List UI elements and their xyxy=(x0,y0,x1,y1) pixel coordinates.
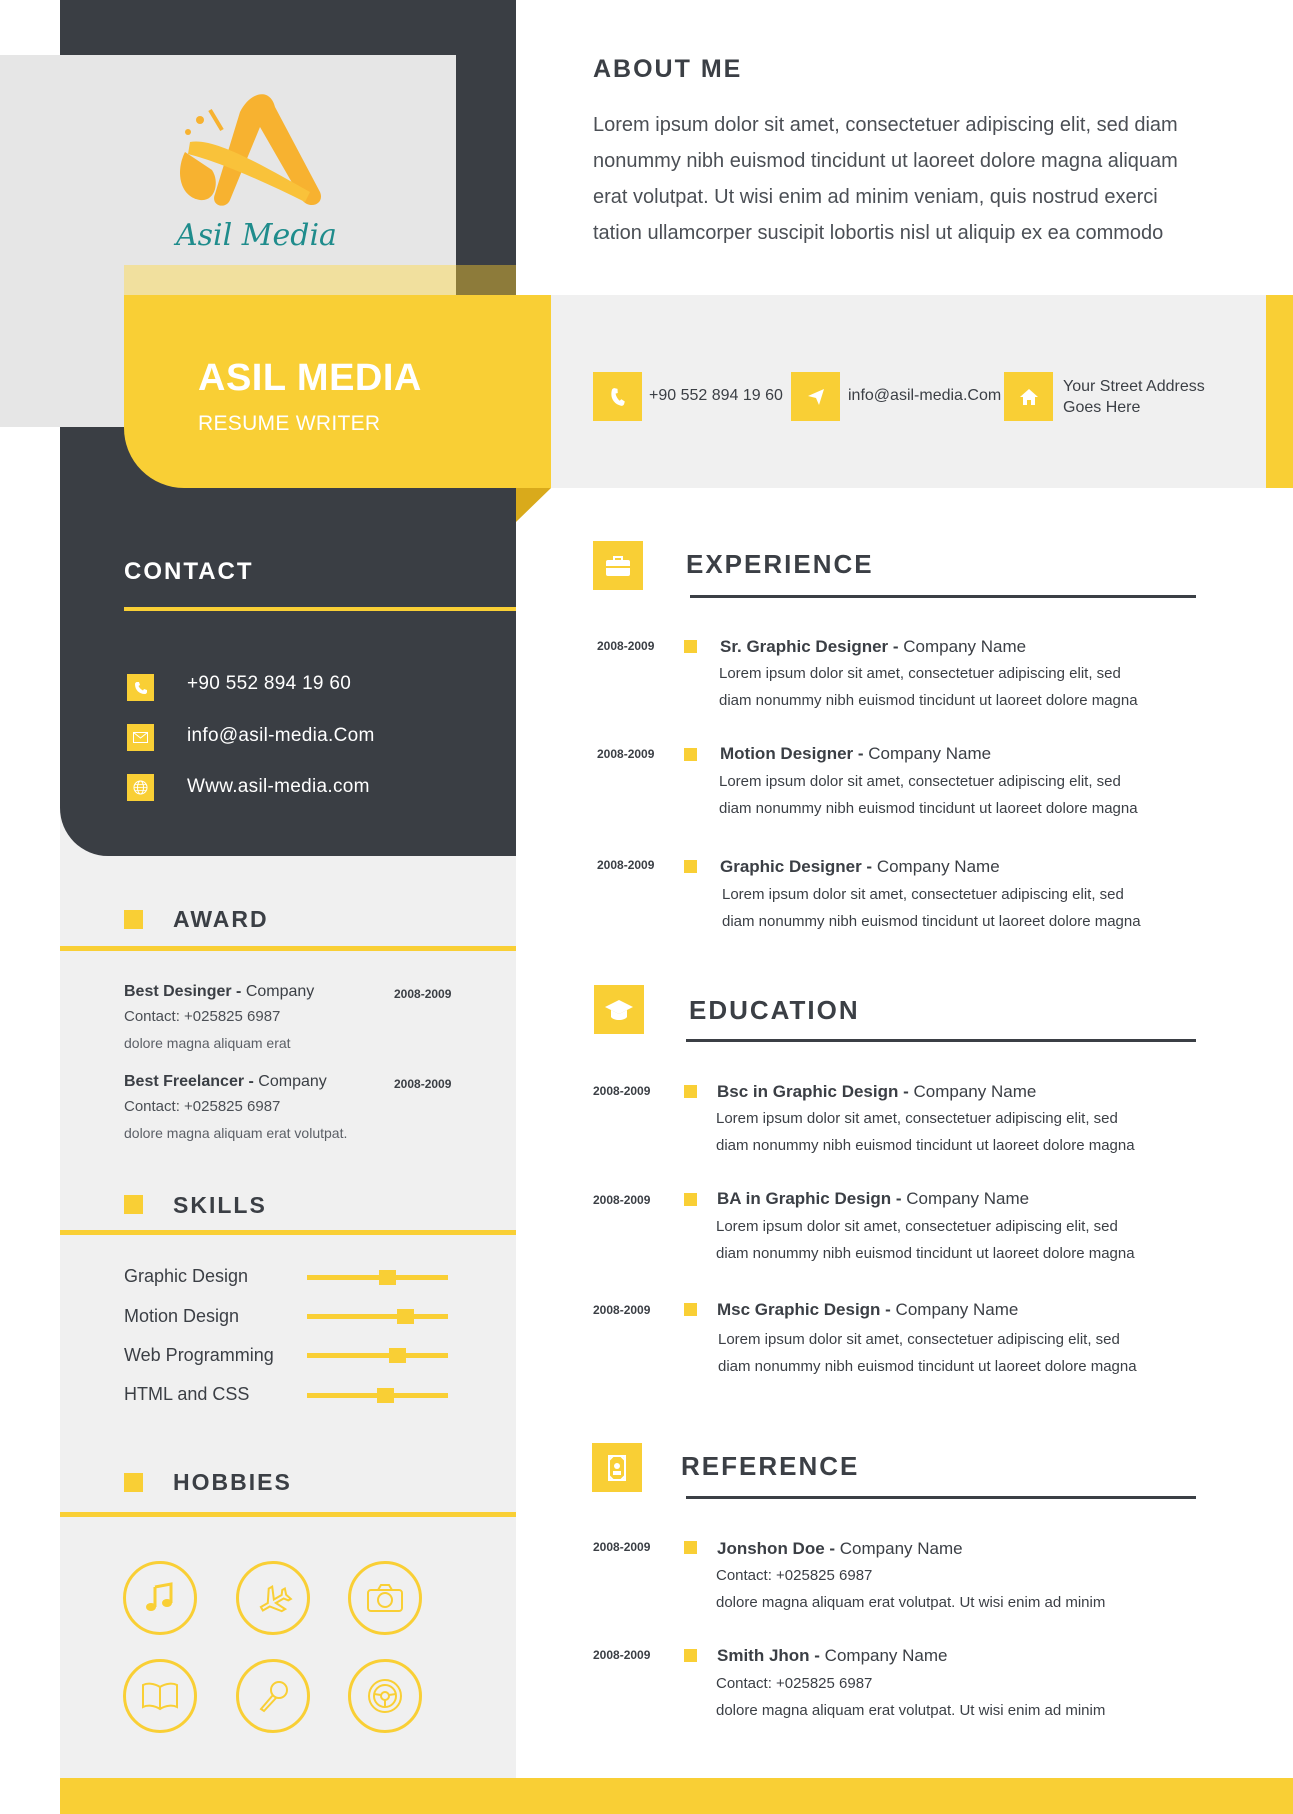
reference-divider xyxy=(686,1496,1196,1499)
education-title: EDUCATION xyxy=(689,995,860,1025)
entry-title: Graphic Designer - Company Name xyxy=(720,857,1000,876)
phone-icon xyxy=(593,372,642,421)
entry-bullet xyxy=(684,860,697,873)
info-bar-edge xyxy=(1266,295,1293,488)
skill-label: Motion Design xyxy=(124,1306,240,1326)
award-square-icon xyxy=(124,910,143,929)
logo-strip-shadow xyxy=(456,265,516,295)
hobbies-title: HOBBIES xyxy=(173,1469,292,1495)
award-item-contact: Contact: +025825 6987 xyxy=(124,1008,281,1025)
info-address xyxy=(1063,376,1205,418)
skill-label: Graphic Design xyxy=(124,1266,249,1286)
person-name: ASIL MEDIA xyxy=(198,357,422,399)
info-email[interactable]: info@asil-media.Com xyxy=(848,387,1002,404)
entry-desc: Lorem ipsum dolor sit amet, consectetuer adipiscing elit, sed diam nonummy nibh euismod tincidunt ut laoreet dolore magna xyxy=(722,886,1141,930)
award-title: AWARD xyxy=(173,906,269,932)
skill-bar xyxy=(307,1353,448,1358)
award-divider xyxy=(60,946,516,951)
skill-level-knob xyxy=(389,1348,406,1363)
contact-title: CONTACT xyxy=(124,558,254,585)
skill-label: HTML and CSS xyxy=(124,1384,250,1404)
skill-level-knob xyxy=(379,1270,396,1285)
entry-bullet xyxy=(684,640,697,653)
steering-wheel-icon xyxy=(348,1659,422,1733)
skills-divider xyxy=(60,1230,516,1235)
experience-title: EXPERIENCE xyxy=(686,549,874,579)
award-item-note: dolore magna aliquam erat volutpat. xyxy=(124,1125,348,1141)
contact-phone[interactable]: +90 552 894 19 60 xyxy=(187,673,352,694)
reference-badge-icon xyxy=(592,1443,642,1492)
reference-title: REFERENCE xyxy=(681,1451,860,1481)
about-text xyxy=(593,107,1213,251)
about-title: ABOUT ME xyxy=(593,55,743,83)
award-item-name: Best Desinger - Company xyxy=(124,983,315,1000)
entry-date: 2008-2009 xyxy=(597,747,655,761)
award-item-note: dolore magna aliquam erat xyxy=(124,1035,291,1051)
award-item-name: Best Freelancer - Company xyxy=(124,1073,327,1090)
contact-website[interactable]: Www.asil-media.com xyxy=(187,776,370,797)
entry-bullet xyxy=(684,1085,697,1098)
address-line: Goes Here xyxy=(1063,399,1141,416)
entry-date: 2008-2009 xyxy=(593,1540,651,1554)
entry-date: 2008-2009 xyxy=(593,1303,651,1317)
skill-bar xyxy=(307,1314,448,1319)
entry-date: 2008-2009 xyxy=(593,1193,651,1207)
entry-bullet xyxy=(684,1193,697,1206)
microphone-icon xyxy=(236,1659,310,1733)
entry-date: 2008-2009 xyxy=(593,1084,651,1098)
entry-title: Msc Graphic Design - Company Name xyxy=(717,1300,1019,1319)
about-line: Lorem ipsum dolor sit amet, consectetuer adipiscing elit, sed diam xyxy=(593,114,1178,136)
send-icon xyxy=(791,372,840,421)
entry-title: Bsc in Graphic Design - Company Name xyxy=(717,1082,1037,1101)
skill-level-knob xyxy=(397,1309,414,1324)
music-icon xyxy=(123,1561,197,1635)
education-divider xyxy=(686,1039,1196,1042)
award-item-contact: Contact: +025825 6987 xyxy=(124,1098,281,1115)
skill-level-knob xyxy=(377,1388,394,1403)
entry-desc: Lorem ipsum dolor sit amet, consectetuer adipiscing elit, sed diam nonummy nibh euismod tincidunt ut laoreet dolore magna xyxy=(719,665,1138,709)
entry-title: BA in Graphic Design - Company Name xyxy=(717,1189,1030,1208)
about-line: erat volutpat. Ut wisi enim ad minim veniam, quis nostrud exerci xyxy=(593,186,1158,208)
entry-desc: Lorem ipsum dolor sit amet, consectetuer adipiscing elit, sed diam nonummy nibh euismod tincidunt ut laoreet dolore magna xyxy=(716,1110,1135,1154)
camera-icon xyxy=(348,1561,422,1635)
entry-date: 2008-2009 xyxy=(597,639,655,653)
address-line: Your Street Address xyxy=(1063,378,1205,395)
entry-desc: Lorem ipsum dolor sit amet, consectetuer adipiscing elit, sed diam nonummy nibh euismod tincidunt ut laoreet dolore magna xyxy=(718,1331,1137,1375)
skill-bar xyxy=(307,1275,448,1280)
skills-title: SKILLS xyxy=(173,1192,267,1218)
entry-bullet xyxy=(684,1541,697,1554)
about-line: tation ullamcorper suscipit lobortis nisl ut aliquip ex ea commodo xyxy=(593,222,1164,244)
home-icon xyxy=(1004,372,1053,421)
entry-desc: Lorem ipsum dolor sit amet, consectetuer adipiscing elit, sed diam nonummy nibh euismod tincidunt ut laoreet dolore magna xyxy=(716,1218,1135,1262)
name-box-fold xyxy=(516,488,551,522)
experience-divider xyxy=(690,595,1196,598)
contact-divider xyxy=(124,607,516,611)
brand-logo xyxy=(170,82,340,222)
person-role: RESUME WRITER xyxy=(198,412,381,435)
about-line: nonummy nibh euismod tincidunt ut laoreet dolore magna aliquam xyxy=(593,150,1178,172)
entry-bullet xyxy=(684,1303,697,1316)
entry-desc: Lorem ipsum dolor sit amet, consectetuer adipiscing elit, sed diam nonummy nibh euismod tincidunt ut laoreet dolore magna xyxy=(719,773,1138,817)
skills-square-icon xyxy=(124,1195,143,1214)
award-item-date: 2008-2009 xyxy=(394,1077,452,1091)
entry-date: 2008-2009 xyxy=(593,1648,651,1662)
entry-title: Smith Jhon - Company Name xyxy=(717,1646,948,1665)
entry-bullet xyxy=(684,1649,697,1662)
entry-desc: Contact: +025825 6987 dolore magna aliquam erat volutpat. Ut wisi enim ad minim xyxy=(716,1675,1106,1719)
hobbies-square-icon xyxy=(124,1473,143,1492)
entry-title: Sr. Graphic Designer - Company Name xyxy=(720,637,1027,656)
entry-date: 2008-2009 xyxy=(597,858,655,872)
logo-text: Asil Media xyxy=(176,218,337,253)
entry-title: Motion Designer - Company Name xyxy=(720,744,992,763)
book-icon xyxy=(123,1659,197,1733)
skill-label: Web Programming xyxy=(124,1345,274,1365)
airplane-icon xyxy=(236,1561,310,1635)
briefcase-icon xyxy=(593,541,643,590)
mail-icon xyxy=(127,724,154,751)
contact-email[interactable]: info@asil-media.Com xyxy=(187,725,375,746)
brand-logo-mark xyxy=(170,82,340,222)
graduation-cap-icon xyxy=(594,985,644,1034)
entry-desc: Contact: +025825 6987 dolore magna aliquam erat volutpat. Ut wisi enim ad minim xyxy=(716,1567,1106,1611)
entry-title: Jonshon Doe - Company Name xyxy=(717,1539,963,1558)
phone-icon xyxy=(127,674,154,701)
info-phone[interactable]: +90 552 894 19 60 xyxy=(649,387,783,404)
footer-bar xyxy=(60,1778,1293,1814)
hobbies-divider xyxy=(60,1512,516,1517)
entry-bullet xyxy=(684,748,697,761)
award-item-date: 2008-2009 xyxy=(394,987,452,1001)
globe-icon xyxy=(127,774,154,801)
